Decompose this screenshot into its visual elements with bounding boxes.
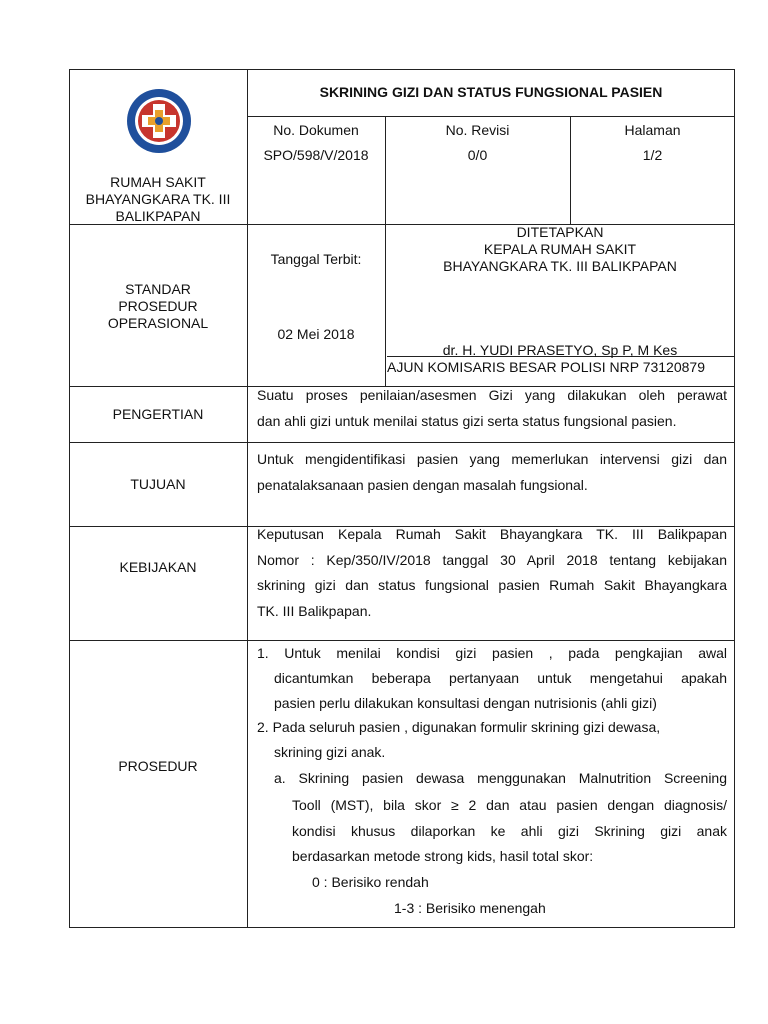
procedure-step: kondisi khusus dilaporkan ke ahli gizi Skrining gizi anak xyxy=(292,823,727,839)
risk-score-row: 0 : Berisiko rendah xyxy=(312,874,429,890)
hospital-name-line: BALIKPAPAN xyxy=(115,208,201,224)
row-divider xyxy=(247,116,735,117)
issue-date-label: Tanggal Terbit: xyxy=(270,251,362,267)
row-divider xyxy=(69,442,735,443)
procedure-step: skrining gizi anak. xyxy=(274,744,386,760)
section-label-kebijakan: KEBIJAKAN xyxy=(119,559,197,575)
procedure-step: 1. Untuk menilai kondisi gizi pasien , pada pengkajian awal xyxy=(257,645,727,661)
section-text-line: Keputusan Kepala Rumah Sakit Bhayangkara TK. III Balikpapan xyxy=(257,526,727,542)
column-divider xyxy=(247,69,248,928)
approval-line: KEPALA RUMAH SAKIT xyxy=(483,241,637,257)
section-text-line: TK. III Balikpapan. xyxy=(257,603,372,619)
approval-line: DITETAPKAN xyxy=(516,224,604,240)
page-value: 1/2 xyxy=(642,147,663,163)
doc-number-label: No. Dokumen xyxy=(273,122,359,138)
approval-line: BHAYANGKARA TK. III BALIKPAPAN xyxy=(443,258,677,274)
hospital-name-line: RUMAH SAKIT xyxy=(110,174,206,190)
risk-score-row: 1-3 : Berisiko menengah xyxy=(394,900,546,916)
section-text-line: Untuk mengidentifikasi pasien yang memerlukan intervensi gizi dan xyxy=(257,451,727,467)
procedure-step: berdasarkan metode strong kids, hasil total skor: xyxy=(292,848,594,864)
hospital-logo xyxy=(126,88,192,154)
revision-value: 0/0 xyxy=(467,147,488,163)
section-label-pengertian: PENGERTIAN xyxy=(112,406,204,422)
row-divider xyxy=(69,640,735,641)
section-text-line: skrining gizi dan status fungsional pasien Rumah Sakit Bhayangkara xyxy=(257,577,727,593)
section-text-line: penatalaksanaan pasien dengan masalah fungsional. xyxy=(257,477,588,493)
procedure-step: dicantumkan beberapa pertanyaan untuk mengetahui apakah xyxy=(274,670,727,686)
hospital-name-line: BHAYANGKARA TK. III xyxy=(85,191,231,207)
section-text-line: Suatu proses penilaian/asesmen Gizi yang dilakukan oleh perawat xyxy=(257,387,727,403)
procedure-step: 2. Pada seluruh pasien , digunakan formulir skrining gizi dewasa, xyxy=(257,719,661,735)
signer-name: dr. H. YUDI PRASETYO, Sp P, M Kes xyxy=(442,342,678,358)
document-title: SKRINING GIZI DAN STATUS FUNGSIONAL PASIEN xyxy=(319,84,663,100)
procedure-step: a. Skrining pasien dewasa menggunakan Malnutrition Screening xyxy=(274,770,727,786)
page-label: Halaman xyxy=(624,122,681,138)
sop-label-line: STANDAR xyxy=(125,281,191,297)
sop-label-line: OPERASIONAL xyxy=(107,315,209,331)
section-text-line: Nomor : Kep/350/IV/2018 tanggal 30 April 2018 tentang kebijakan xyxy=(257,552,727,568)
sop-label-line: PROSEDUR xyxy=(118,298,198,314)
section-text-line: dan ahli gizi untuk menilai status gizi serta status fungsional pasien. xyxy=(257,413,677,429)
procedure-step: pasien perlu dilakukan konsultasi dengan nutrisionis (ahli gizi) xyxy=(274,695,657,711)
revision-label: No. Revisi xyxy=(445,122,510,138)
doc-number-value: SPO/598/V/2018 xyxy=(263,147,369,163)
procedure-step: Tooll (MST), bila skor ≥ 2 dan atau pasien dengan diagnosis/ xyxy=(292,797,727,813)
issue-date-value: 02 Mei 2018 xyxy=(277,326,355,342)
section-label-prosedur: PROSEDUR xyxy=(118,758,198,774)
section-label-tujuan: TUJUAN xyxy=(130,476,186,492)
signer-rank: AJUN KOMISARIS BESAR POLISI NRP 73120879 xyxy=(387,359,705,375)
